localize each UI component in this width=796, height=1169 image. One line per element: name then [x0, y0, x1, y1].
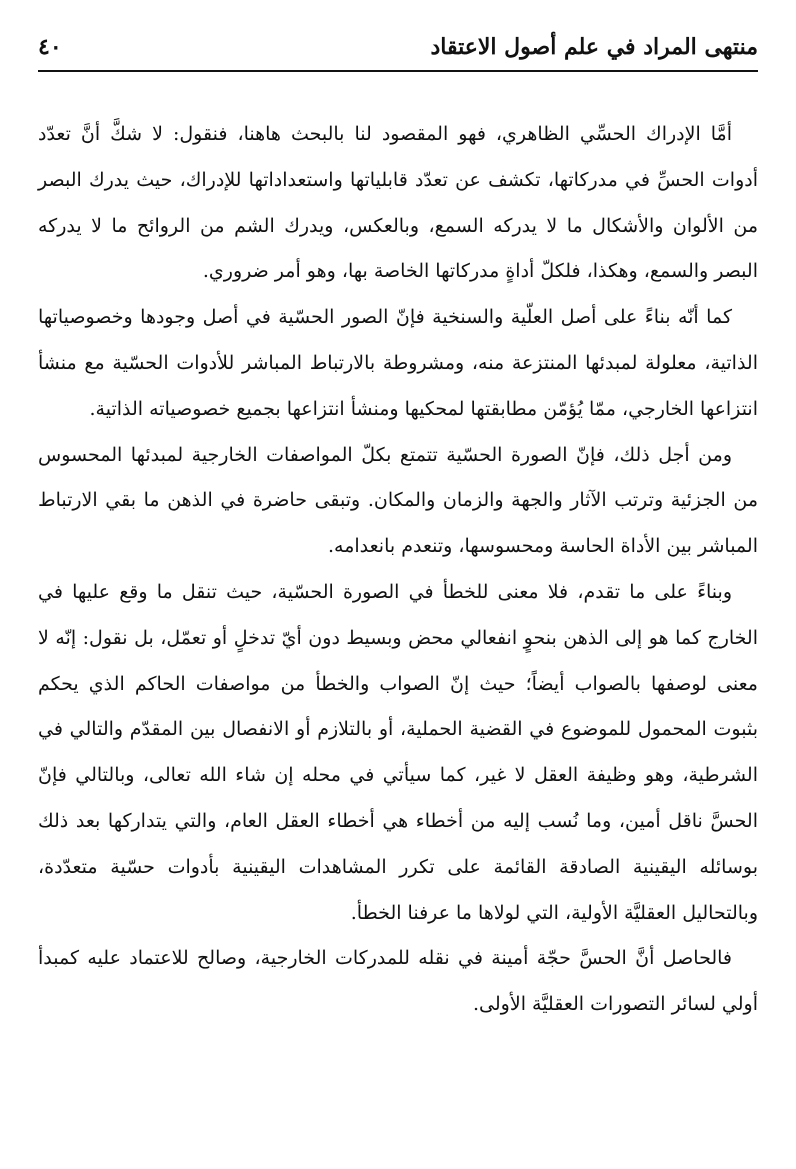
page-number: ٤٠ [38, 34, 62, 60]
book-title: منتهى المراد في علم أصول الاعتقاد [430, 34, 758, 60]
body-text [38, 112, 758, 1028]
paragraph: وبناءً على ما تقدم، فلا معنى للخطأ في الصورة الحسّية، حيث تنقل ما وقع عليها في الخارج كما هو إلى الذهن بنحوٍ انفعالي محض وبسيط دون أيّ تدخلٍ أو تعمّل، بل نقول: إنّه لا معنى لوصفها بالصواب أيضاً؛ حيث إنّ الصواب والخطأ من مواصفات الحاكم الذي يحكم بثبوت المحمول للموضوع في القضية الحملية، أو بالتلازم أو الانفصال بين المقدّم والتالي في الشرطية، وهو وظيفة العقل لا غير، كما سيأتي في محله إن شاء الله تعالى، وبالتالي فإنّ الحسَّ ناقل أمين، وما نُسب إليه من أخطاء هي أخطاء العقل العام، والتي يتداركها بعد ذلك بوسائله اليقينية الصادقة القائمة على تكرر المشاهدات اليقينية بأدوات حسّية متعدّدة، وبالتحاليل العقليَّة الأولية، التي لولاها ما عرفنا الخطأ. [38, 580, 758, 924]
header-divider [38, 70, 758, 72]
paragraph: أمَّا الإدراك الحسِّي الظاهري، فهو المقصود لنا بالبحث هاهنا، فنقول: لا شكَّ أنَّ تعدّد أدوات الحسِّ في مدركاتها، تكشف عن تعدّد قابلياتها واستعداداتها للإدراك، حيث يدرك البصر من الألوان والأشكال ما لا يدركه السمع، وبالعكس، ويدرك الشم من الروائح ما لا يدركه البصر والسمع، وهكذا، فلكلّ أداةٍ مدركاتها الخاصة بها، وهو أمر ضروري. [38, 123, 758, 283]
paragraph: كما أنّه بناءً على أصل العلّية والسنخية فإنّ الصور الحسّية في أصل وجودها وخصوصياتها الذاتية، معلولة لمبدئها المنتزعة منه، ومشروطة بالارتباط المباشر للأدوات الحسّية مع منشأ انتزاعها الخارجي، ممّا يُؤمّن مطابقتها لمحكيها ومنشأ انتزاعها بجميع خصوصياته الذاتية. [38, 306, 758, 420]
paragraph: ومن أجل ذلك، فإنّ الصورة الحسّية تتمتع بكلّ المواصفات الخارجية لمبدئها المحسوس من الجزئية وترتب الآثار والجهة والزمان والمكان. وتبقى حاضرة في الذهن ما بقي الارتباط المباشر بين الأداة الحاسة ومحسوسها، وتنعدم بانعدامه. [38, 443, 758, 558]
running-header [38, 22, 758, 72]
paragraph: فالحاصل أنَّ الحسَّ حجّة أمينة في نقله للمدركات الخارجية، وصالح للاعتماد عليه كمبدأ أولي لسائر التصورات العقليَّة الأولى. [38, 947, 758, 1016]
